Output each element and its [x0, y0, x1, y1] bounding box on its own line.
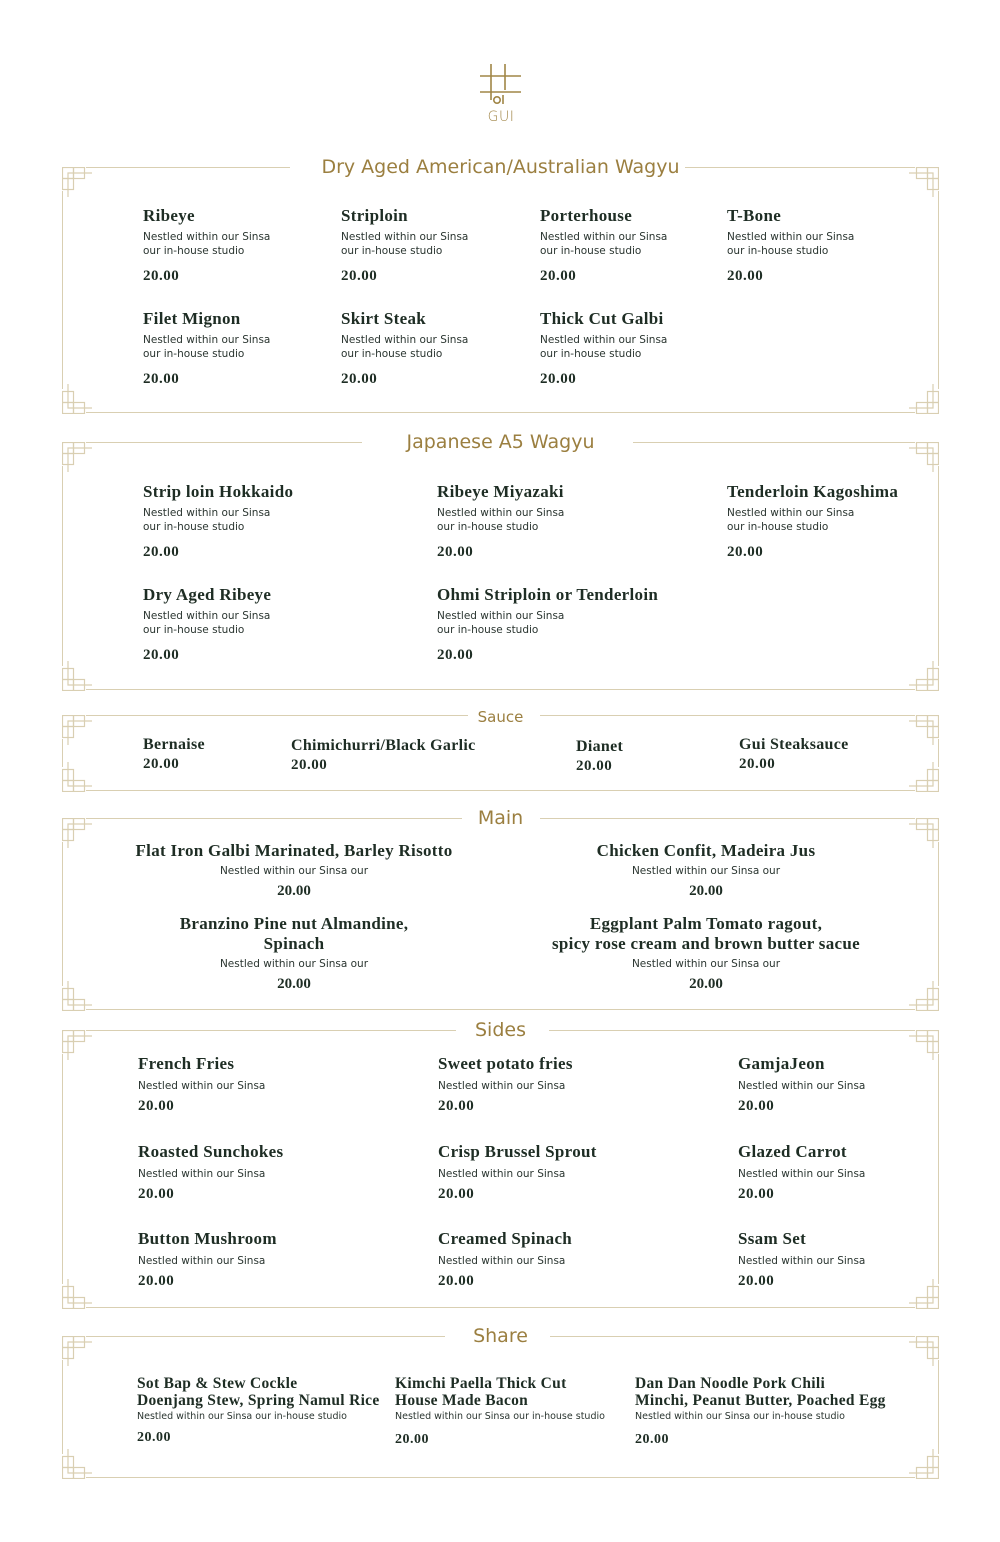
corner-ornament-icon [62, 1336, 92, 1366]
section-title: Sauce [477, 708, 524, 726]
corner-ornament-icon [62, 715, 92, 745]
menu-item: Ribeye Nestled within our Sinsa our in-house studio 20.00 [143, 206, 271, 284]
price: 20.00 [395, 1432, 429, 1447]
menu-item: Creamed Spinach Nestled within our Sinsa 20.00 [438, 1229, 573, 1289]
menu-item: Roasted Sunchokes Nestled within our Sinsa 20.00 [138, 1142, 284, 1202]
menu-item: Striploin Nestled within our Sinsa our in-house studio 20.00 [341, 206, 469, 284]
corner-ornament-icon [62, 762, 92, 792]
menu-item: T-Bone Nestled within our Sinsa our in-house studio 20.00 [727, 206, 855, 284]
corner-ornament-icon [909, 1449, 939, 1479]
menu-item: Ribeye Miyazaki Nestled within our Sinsa our in-house studio 20.00 [437, 482, 565, 560]
price: 20.00 [437, 647, 474, 663]
price: 20.00 [438, 1098, 475, 1114]
price: 20.00 [143, 647, 180, 663]
corner-ornament-icon [62, 1279, 92, 1309]
price: 20.00 [138, 1186, 175, 1202]
menu-item: French Fries Nestled within our Sinsa 20.00 [138, 1054, 266, 1114]
price: 20.00 [277, 976, 311, 992]
corner-ornament-icon [62, 167, 92, 197]
price: 20.00 [635, 1432, 669, 1447]
corner-ornament-icon [62, 1030, 92, 1060]
menu-item: Dan Dan Noodle Pork Chili Minchi, Peanut Butter, Poached Egg Nestled within our Sinsa our in-house studio 20.00 [635, 1375, 886, 1447]
menu-item: Porterhouse Nestled within our Sinsa our in-house studio 20.00 [540, 206, 668, 284]
corner-ornament-icon [909, 1279, 939, 1309]
menu-item: Sot Bap & Stew Cockle Doenjang Stew, Spring Namul Rice Nestled within our Sinsa our in-house studio 20.00 [137, 1375, 380, 1445]
menu-item: GamjaJeon Nestled within our Sinsa 20.00 [738, 1054, 866, 1114]
corner-ornament-icon [62, 981, 92, 1011]
price: 20.00 [143, 544, 180, 560]
price: 20.00 [138, 1273, 175, 1289]
price: 20.00 [291, 757, 328, 773]
price: 20.00 [689, 976, 723, 992]
price: 20.00 [576, 758, 613, 774]
price: 20.00 [143, 268, 180, 284]
hash-grid-logo-icon [476, 60, 526, 110]
corner-ornament-icon [909, 384, 939, 414]
price: 20.00 [143, 371, 180, 387]
price: 20.00 [437, 544, 474, 560]
price: 20.00 [277, 883, 311, 899]
menu-item: Strip loin Hokkaido Nestled within our Sinsa our in-house studio 20.00 [143, 482, 294, 560]
price: 20.00 [438, 1273, 475, 1289]
brand-name: GUI [487, 109, 515, 125]
menu-item: Dianet 20.00 [576, 738, 624, 774]
menu-item: Chicken Confit, Madeira Jus Nestled within our Sinsa our 20.00 [526, 841, 886, 900]
menu-item: Filet Mignon Nestled within our Sinsa our in-house studio 20.00 [143, 309, 271, 387]
price: 20.00 [727, 544, 764, 560]
corner-ornament-icon [62, 442, 92, 472]
menu-item: Ohmi Striploin or Tenderloin Nestled within our Sinsa our in-house studio 20.00 [437, 585, 659, 663]
section-title: Main [477, 807, 524, 829]
section-title: Sides [475, 1019, 526, 1041]
menu-item: Branzino Pine nut Almandine, Spinach Nestled within our Sinsa our 20.00 [114, 914, 474, 993]
price: 20.00 [138, 1098, 175, 1114]
price: 20.00 [738, 1098, 775, 1114]
corner-ornament-icon [909, 442, 939, 472]
price: 20.00 [727, 268, 764, 284]
menu-item: Ssam Set Nestled within our Sinsa 20.00 [738, 1229, 866, 1289]
corner-ornament-icon [62, 1449, 92, 1479]
gui-logo [476, 60, 526, 130]
corner-ornament-icon [909, 1336, 939, 1366]
price: 20.00 [738, 1273, 775, 1289]
menu-item: Crisp Brussel Sprout Nestled within our Sinsa 20.00 [438, 1142, 597, 1202]
menu-item: Dry Aged Ribeye Nestled within our Sinsa our in-house studio 20.00 [143, 585, 272, 663]
price: 20.00 [540, 371, 577, 387]
corner-ornament-icon [62, 384, 92, 414]
price: 20.00 [341, 268, 378, 284]
menu-item: Thick Cut Galbi Nestled within our Sinsa our in-house studio 20.00 [540, 309, 668, 387]
price: 20.00 [739, 756, 776, 772]
corner-ornament-icon [909, 981, 939, 1011]
menu-item: Glazed Carrot Nestled within our Sinsa 20.00 [738, 1142, 866, 1202]
menu-item: Eggplant Palm Tomato ragout, spicy rose cream and brown butter sacue Nestled within our Sinsa our 20.00 [506, 914, 906, 993]
corner-ornament-icon [909, 715, 939, 745]
price: 20.00 [438, 1186, 475, 1202]
corner-ornament-icon [62, 818, 92, 848]
menu-item: Gui Steaksauce 20.00 [739, 736, 849, 772]
corner-ornament-icon [909, 818, 939, 848]
corner-ornament-icon [909, 762, 939, 792]
price: 20.00 [137, 1430, 171, 1445]
price: 20.00 [540, 268, 577, 284]
corner-ornament-icon [909, 167, 939, 197]
corner-ornament-icon [909, 661, 939, 691]
menu-item: Button Mushroom Nestled within our Sinsa 20.00 [138, 1229, 277, 1289]
menu-item: Chimichurri/Black Garlic 20.00 [291, 737, 476, 773]
price: 20.00 [143, 756, 180, 772]
menu-item: Bernaise 20.00 [143, 736, 205, 772]
menu-item: Kimchi Paella Thick Cut House Made Bacon Nestled within our Sinsa our in-house studio 20.00 [395, 1375, 605, 1447]
corner-ornament-icon [62, 661, 92, 691]
menu-item: Skirt Steak Nestled within our Sinsa our in-house studio 20.00 [341, 309, 469, 387]
menu-item: Tenderloin Kagoshima Nestled within our Sinsa our in-house studio 20.00 [727, 482, 899, 560]
price: 20.00 [341, 371, 378, 387]
menu-item: Sweet potato fries Nestled within our Sinsa 20.00 [438, 1054, 573, 1114]
corner-ornament-icon [909, 1030, 939, 1060]
section-title: Share [473, 1325, 528, 1347]
menu-item: Flat Iron Galbi Marinated, Barley Risotto Nestled within our Sinsa our 20.00 [114, 841, 474, 900]
price: 20.00 [689, 883, 723, 899]
section-title: Dry Aged American/Australian Wagyu [321, 156, 680, 178]
price: 20.00 [738, 1186, 775, 1202]
section-title: Japanese A5 Wagyu [406, 431, 595, 453]
